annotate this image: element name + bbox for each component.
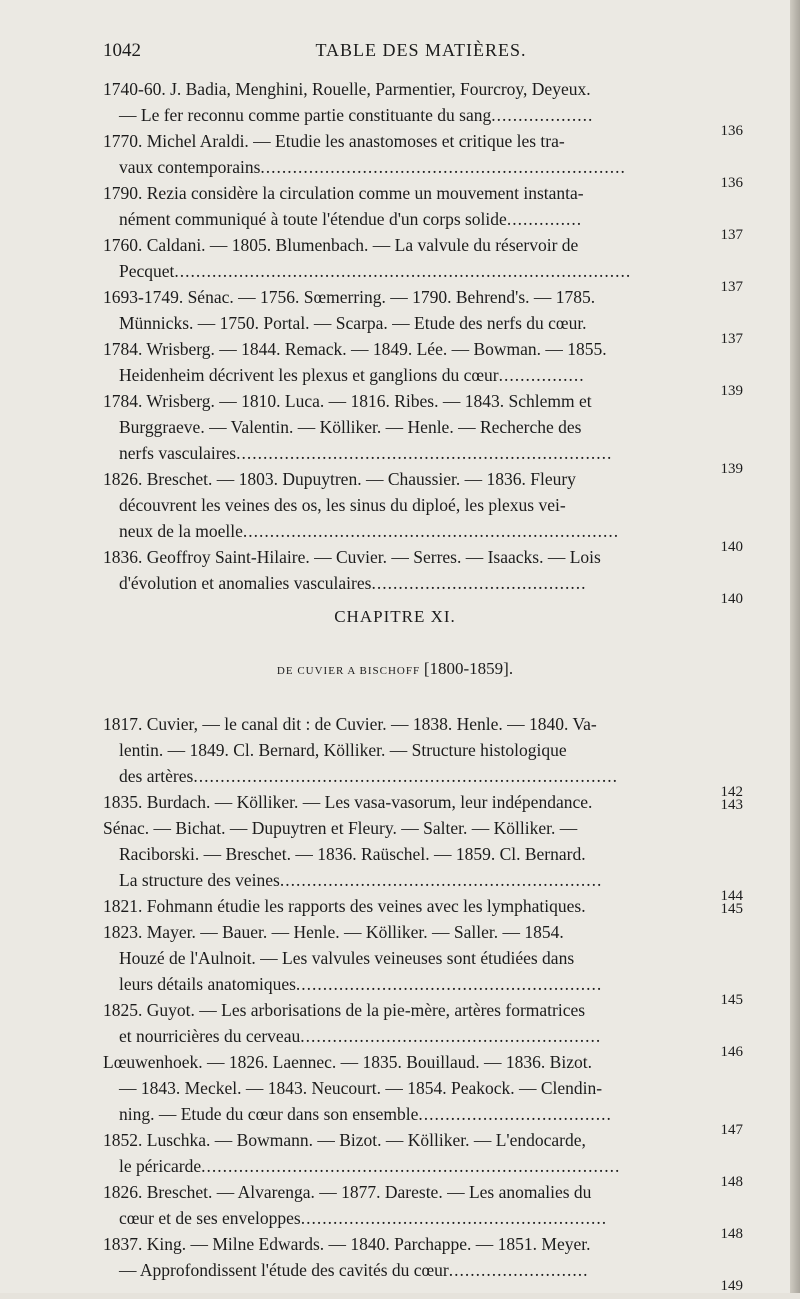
- toc-entry-text: leurs détails anatomiques: [119, 974, 296, 994]
- toc-line: [103, 789, 743, 815]
- toc-line: [103, 1205, 743, 1242]
- toc-line: [103, 232, 743, 258]
- toc-entry-text: cœur et de ses enveloppes: [119, 1208, 301, 1228]
- toc-line: [103, 815, 743, 841]
- toc-page-number: 139: [720, 461, 743, 477]
- toc-entry-text: — Le fer reconnu comme partie constituante du sang: [119, 105, 492, 125]
- page-edge: [790, 0, 800, 1293]
- toc-page-number: 148: [720, 1226, 743, 1242]
- toc-line: [103, 440, 743, 477]
- toc-line: [103, 466, 743, 492]
- toc-entry-text: le péricarde: [119, 1156, 202, 1176]
- toc-line: [103, 492, 743, 518]
- toc-line: [103, 1127, 743, 1153]
- page-header: [103, 40, 739, 70]
- toc-entry-text: 1790. Rezia considère la circulation comme un mouvement instanta-: [103, 183, 584, 203]
- toc-line: [103, 102, 743, 139]
- toc-entry-text: 1693-1749. Sénac. — 1756. Sœmerring. — 1790. Behrend's. — 1785.: [103, 287, 596, 307]
- toc-entry-text: ning. — Etude du cœur dans son ensemble: [119, 1104, 419, 1124]
- toc-section-1: [103, 76, 743, 607]
- toc-line: [103, 997, 743, 1023]
- toc-page-number: 137: [720, 331, 743, 347]
- toc-line: [103, 310, 743, 347]
- toc-page-number: 148: [720, 1174, 743, 1190]
- toc-line: [103, 180, 743, 206]
- toc-page-number: 145: [720, 992, 743, 1008]
- toc-line: [103, 971, 743, 1008]
- dot-leader: ..............................................................................: [201, 1156, 621, 1176]
- dot-leader: .........................................................: [300, 1208, 608, 1228]
- toc-entry-text: et nourricières du cerveau: [119, 1026, 301, 1046]
- page-number: 1042: [103, 40, 141, 61]
- dot-leader: ............................................................: [279, 870, 603, 890]
- toc-line: [103, 841, 743, 867]
- toc-entry-text: 1836. Geoffroy Saint-Hilaire. — Cuvier. — Serres. — Isaacks. — Lois: [103, 547, 601, 567]
- toc-line: [103, 1179, 743, 1205]
- dot-leader: ........................................................: [300, 1026, 602, 1046]
- toc-entry-text: nément communiqué à toute l'étendue d'un corps solide: [119, 209, 507, 229]
- toc-line: [103, 919, 743, 945]
- toc-entry-text: 1825. Guyot. — Les arborisations de la pie-mère, artères formatrices: [103, 1000, 586, 1020]
- toc-section-2: [103, 711, 743, 1294]
- toc-entry-text: 1784. Wrisberg. — 1844. Remack. — 1849. Lée. — Bowman. — 1855.: [103, 339, 607, 359]
- toc-page-number: 137: [720, 279, 743, 295]
- toc-line: [103, 945, 743, 971]
- toc-page-number: 149: [720, 1278, 743, 1294]
- toc-line: [103, 867, 743, 904]
- toc-entry-text: 1837. King. — Milne Edwards. — 1840. Parchappe. — 1851. Meyer.: [103, 1234, 591, 1254]
- toc-line: [103, 1075, 743, 1101]
- toc-entry-text: 1770. Michel Araldi. — Etudie les anastomoses et critique les tra-: [103, 131, 565, 151]
- toc-line: [103, 1049, 743, 1075]
- dot-leader: ....................................: [418, 1104, 612, 1124]
- dot-leader: ................: [498, 365, 585, 385]
- dot-leader: ........................................: [371, 573, 587, 593]
- toc-line: [103, 388, 743, 414]
- toc-page-number: 144: [720, 888, 743, 904]
- toc-entry-text: Heidenheim décrivent les plexus et ganglions du cœur: [119, 365, 499, 385]
- dot-leader: .....................................................................................: [174, 261, 632, 281]
- chapter-subtitle: [0, 659, 790, 679]
- toc-page-number: 140: [720, 591, 743, 607]
- toc-line: [103, 284, 743, 310]
- toc-entry-text: des artères: [119, 766, 194, 786]
- toc-page-number: 143: [720, 797, 743, 813]
- toc-line: [103, 763, 743, 800]
- toc-entry-text: 1826. Breschet. — Alvarenga. — 1877. Dareste. — Les anomalies du: [103, 1182, 592, 1202]
- chapter-subtitle-text: DE CUVIER A BISCHOFF: [276, 665, 421, 677]
- dot-leader: ......................................................................: [236, 443, 613, 463]
- toc-entry-text: Burggraeve. — Valentin. — Kölliker. — Henle. — Recherche des: [119, 417, 582, 437]
- toc-page-number: 139: [720, 383, 743, 399]
- toc-line: [103, 154, 743, 191]
- toc-line: [103, 128, 743, 154]
- toc-line: [103, 711, 743, 737]
- toc-entry-text: 1823. Mayer. — Bauer. — Henle. — Kölliker. — Saller. — 1854.: [103, 922, 564, 942]
- dot-leader: ......................................................................: [242, 521, 620, 541]
- dot-leader: ..............: [506, 209, 583, 229]
- toc-entry-text: 1826. Breschet. — 1803. Dupuytren. — Chaussier. — 1836. Fleury: [103, 469, 576, 489]
- toc-page-number: 142: [720, 784, 743, 800]
- toc-line: [103, 544, 743, 570]
- toc-entry-text: 1784. Wrisberg. — 1810. Luca. — 1816. Ribes. — 1843. Schlemm et: [103, 391, 592, 411]
- toc-entry-text: Pecquet: [119, 261, 175, 281]
- toc-entry-text: lentin. — 1849. Cl. Bernard, Kölliker. — Structure histologique: [119, 740, 567, 760]
- toc-line: [103, 1023, 743, 1060]
- toc-entry-text: nerfs vasculaires: [119, 443, 237, 463]
- toc-line: [103, 362, 743, 399]
- toc-page-number: 136: [720, 175, 743, 191]
- toc-line: [103, 1231, 743, 1257]
- toc-entry-text: 1821. Fohmann étudie les rapports des veines avec les lymphatiques.: [103, 896, 586, 916]
- toc-line: [103, 1153, 743, 1190]
- toc-line: [103, 518, 743, 555]
- toc-entry-text: neux de la moelle: [119, 521, 243, 541]
- dot-leader: .........................................................: [295, 974, 603, 994]
- toc-line: [103, 737, 743, 763]
- toc-entry-text: 1740-60. J. Badia, Menghini, Rouelle, Parmentier, Fourcroy, Deyeux.: [103, 79, 591, 99]
- toc-page-number: 145: [720, 901, 743, 917]
- toc-entry-text: La structure des veines: [119, 870, 280, 890]
- toc-entry-text: Raciborski. — Breschet. — 1836. Raüschel. — 1859. Cl. Bernard.: [119, 844, 586, 864]
- toc-page-number: 147: [720, 1122, 743, 1138]
- toc-entry-text: — Approfondissent l'étude des cavités du cœur: [119, 1260, 449, 1280]
- dot-leader: ..........................: [448, 1260, 589, 1280]
- toc-line: [103, 1101, 743, 1138]
- toc-line: [103, 206, 743, 243]
- toc-entry-text: 1760. Caldani. — 1805. Blumenbach. — La valvule du réservoir de: [103, 235, 579, 255]
- toc-entry-text: Münnicks. — 1750. Portal. — Scarpa. — Etude des nerfs du cœur.: [119, 313, 587, 333]
- toc-line: [103, 336, 743, 362]
- dot-leader: ....................................................................: [260, 157, 626, 177]
- toc-entry-text: Lœuwenhoek. — 1826. Laennec. — 1835. Bouillaud. — 1836. Bizot.: [103, 1052, 592, 1072]
- chapter-years: [1800-1859].: [423, 659, 514, 678]
- chapter-title: CHAPITRE XI.: [334, 607, 456, 626]
- toc-entry-text: — 1843. Meckel. — 1843. Neucourt. — 1854. Peakock. — Clendin-: [119, 1078, 603, 1098]
- toc-line: [103, 258, 743, 295]
- toc-entry-text: d'évolution et anomalies vasculaires: [119, 573, 372, 593]
- toc-entry-text: vaux contemporains: [119, 157, 261, 177]
- toc-entry-text: 1852. Luschka. — Bowmann. — Bizot. — Kölliker. — L'endocarde,: [103, 1130, 586, 1150]
- toc-line: [103, 76, 743, 102]
- toc-entry-text: 1817. Cuvier, — le canal dit : de Cuvier. — 1838. Henle. — 1840. Va-: [103, 714, 597, 734]
- toc-page-number: 137: [720, 227, 743, 243]
- toc-page-number: 146: [720, 1044, 743, 1060]
- dot-leader: ...............................................................................: [193, 766, 618, 786]
- toc-entry-text: 1835. Burdach. — Kölliker. — Les vasa-vasorum, leur indépendance.: [103, 792, 593, 812]
- running-title: TABLE DES MATIÈRES.: [315, 40, 527, 60]
- toc-entry-text: découvrent les veines des os, les sinus du diploé, les plexus vei-: [119, 495, 566, 515]
- toc-line: [103, 570, 743, 607]
- toc-entry-text: Houzé de l'Aulnoit. — Les valvules veineuses sont étudiées dans: [119, 948, 575, 968]
- dot-leader: ...................: [491, 105, 594, 125]
- toc-line: [103, 1257, 743, 1294]
- toc-page-number: 140: [720, 539, 743, 555]
- toc-page-number: 136: [720, 123, 743, 139]
- toc-line: [103, 893, 743, 919]
- toc-entry-text: Sénac. — Bichat. — Dupuytren et Fleury. — Salter. — Kölliker. —: [103, 818, 578, 838]
- toc-line: [103, 414, 743, 440]
